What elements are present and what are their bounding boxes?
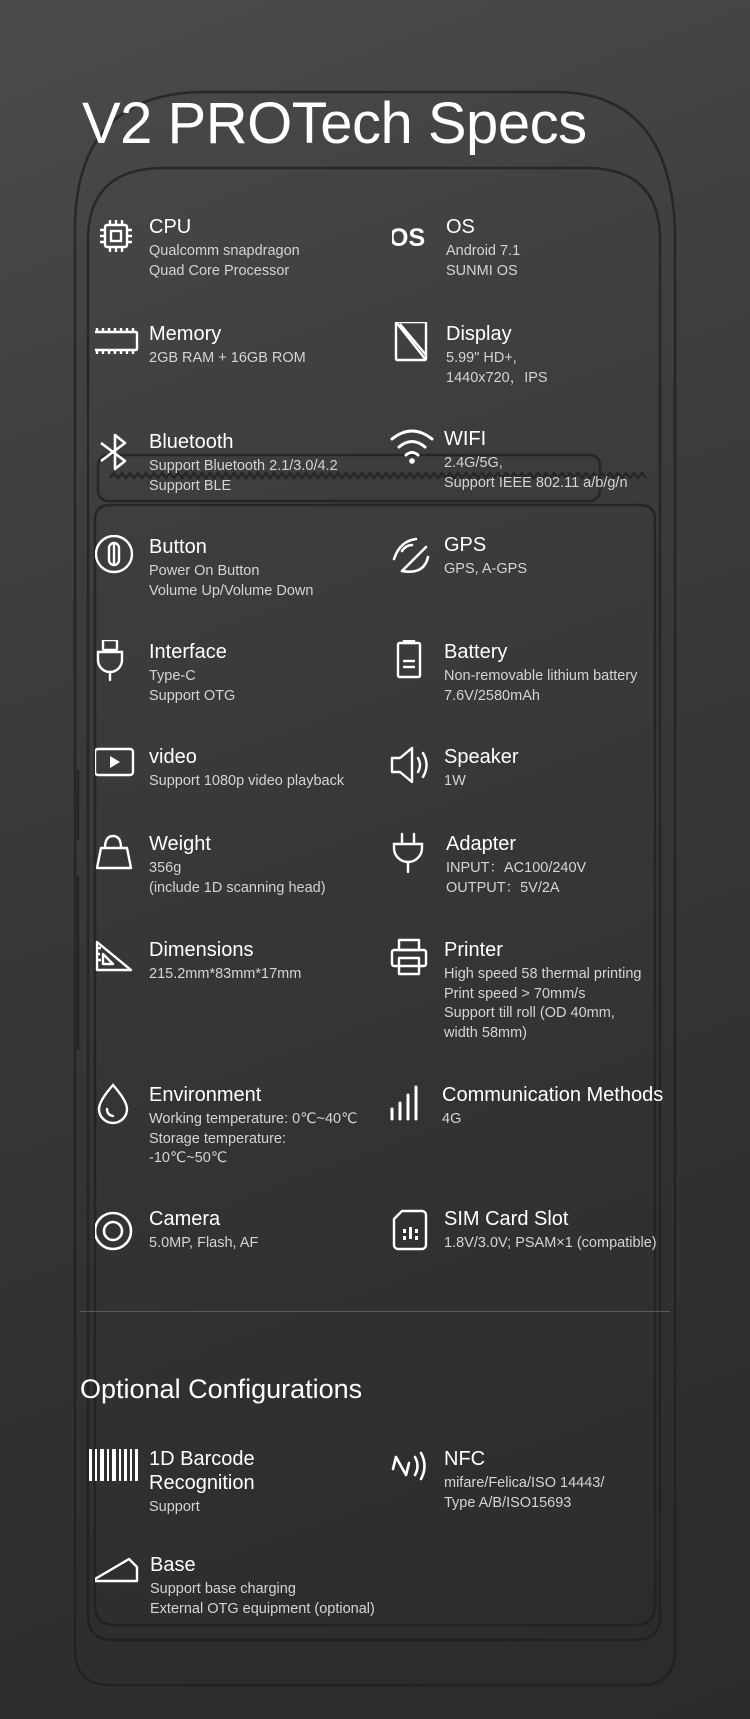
gps-icon [390,533,434,577]
usb-plug-icon [95,640,139,684]
spec-name: Camera [149,1208,221,1230]
sim-card-icon [390,1207,434,1251]
optional-name: Base [150,1554,196,1576]
spec-name: Interface [149,641,227,663]
section-divider [80,1311,670,1312]
optional-name: NFC [444,1448,486,1470]
spec-name: Adapter [446,833,517,855]
display-icon [392,322,436,366]
base-icon [95,1553,139,1597]
printer-icon [390,938,434,982]
video-play-icon [95,745,139,789]
memory-icon [95,322,139,366]
water-drop-icon [95,1083,139,1127]
spec-name: Dimensions [149,939,254,961]
speaker-icon [390,745,434,789]
adapter-plug-icon [392,832,436,876]
wifi-icon [390,427,434,471]
spec-name: GPS [444,534,487,556]
svg-text:OS: OS [392,224,426,252]
spec-name: Bluetooth [149,431,234,453]
spec-name: WIFI [444,428,487,450]
camera-lens-icon [95,1207,139,1251]
spec-name: Display [446,323,512,345]
page-title: V2 PROTech Specs [82,91,587,156]
spec-name: Battery [444,641,508,663]
spec-name: SIM Card Slot [444,1208,569,1230]
spec-name: OS [446,216,475,238]
bluetooth-icon [95,430,139,474]
optional-name: 1D Barcode Recognition [149,1448,255,1494]
spec-name: video [149,746,197,768]
spec-name: Button [149,536,207,558]
signal-bars-icon [388,1083,432,1127]
barcode-icon [88,1447,132,1491]
os-icon [392,215,436,259]
power-button-icon [95,535,139,579]
spec-name: Memory [149,323,222,345]
ruler-triangle-icon [95,938,139,982]
spec-name: Environment [149,1084,262,1106]
nfc-icon [390,1447,434,1491]
cpu-icon [95,215,139,259]
weight-icon [95,832,139,876]
spec-name: Communication Methods [442,1084,664,1106]
spec-name: Printer [444,939,503,961]
spec-name: CPU [149,216,192,238]
battery-icon [390,640,434,684]
spec-name: Weight [149,833,211,855]
spec-name: Speaker [444,746,519,768]
optional-configurations-title: Optional Configurations [80,1374,363,1404]
